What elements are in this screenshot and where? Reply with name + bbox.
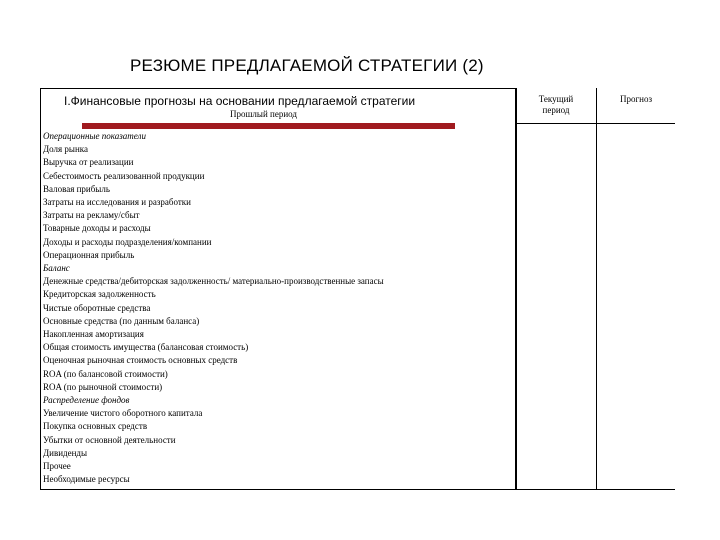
table-row: Кредиторская задолженность: [43, 289, 156, 300]
table-row: ROA (по рыночной стоимости): [43, 381, 163, 392]
bottom-rule: [516, 489, 675, 490]
table-row: Себестоимость реализованной продукции: [43, 170, 205, 181]
table-row: Оценочная рыночная стоимость основных средств: [43, 355, 238, 366]
table-row: Убытки от основной деятельности: [43, 434, 176, 445]
table-row: Увеличение чистого оборотного капитала: [43, 408, 203, 419]
section-row: Распределение фондов: [43, 395, 130, 406]
table-row: Доходы и расходы подразделения/компании: [43, 236, 212, 247]
accent-bar: [82, 123, 455, 129]
table-row: Товарные доходы и расходы: [43, 223, 151, 234]
table-row: Накопленная амортизация: [43, 329, 144, 340]
table-heading: I.Финансовые прогнозы на основании предлагаемой стратегии: [64, 94, 416, 108]
table-row: Доля рынка: [43, 144, 88, 155]
forecast-table: [40, 88, 675, 491]
section-row: Баланс: [43, 263, 70, 274]
table-row: Основные средства (по данным баланса): [43, 315, 200, 326]
current-period-header-line1: Текущий: [538, 94, 574, 104]
forecast-header: Прогноз: [619, 94, 653, 104]
current-period-header-line2: период: [542, 105, 570, 115]
table-row: Дивиденды: [43, 447, 88, 458]
table-row: Выручка от реализации: [43, 157, 134, 168]
table-row: Валовая прибыль: [43, 183, 110, 194]
past-period-header: Прошлый период: [230, 109, 297, 119]
table-row: Покупка основных средств: [43, 421, 148, 432]
column-divider-forecast: [596, 88, 597, 490]
table-row: Прочее: [43, 461, 71, 472]
column-divider-current: [516, 88, 517, 490]
table-row: Необходимые ресурсы: [43, 474, 130, 485]
table-row: Затраты на рекламу/сбыт: [43, 210, 140, 221]
table-row: Денежные средства/дебиторская задолженность/ материально-производственные запасы: [43, 276, 384, 287]
table-row: Общая стоимость имущества (балансовая стоимость): [43, 342, 249, 353]
current-period-header: [520, 94, 592, 116]
table-row: Затраты на исследования и разработки: [43, 197, 191, 208]
section-row: Операционные показатели: [43, 131, 146, 141]
header-rule: [516, 123, 675, 124]
table-row: Операционная прибыль: [43, 249, 135, 260]
slide-title: РЕЗЮМЕ ПРЕДЛАГАЕМОЙ СТРАТЕГИИ (2): [130, 56, 484, 75]
table-row: ROA (по балансовой стоимости): [43, 368, 168, 379]
row-list: [43, 130, 513, 486]
table-row: Чистые оборотные средства: [43, 302, 151, 313]
